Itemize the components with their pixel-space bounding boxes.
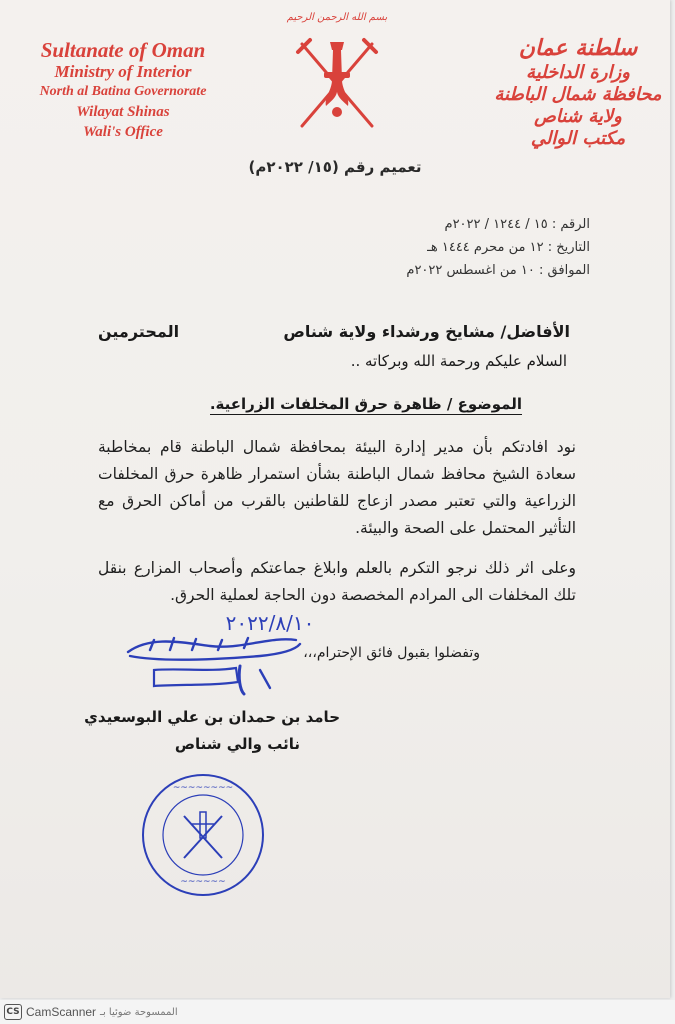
oman-khanjar-emblem-icon — [294, 32, 380, 132]
svg-text:~~~~~~~~: ~~~~~~~~ — [172, 783, 234, 793]
signatory-title: نائب والي شناص — [174, 735, 300, 753]
emblem-block — [282, 12, 392, 132]
scanner-footer — [0, 1000, 675, 1024]
letterhead-line: وزارة الداخلية — [526, 62, 630, 83]
letterhead-line: ولاية شناص — [534, 106, 622, 127]
reference-block — [406, 213, 590, 282]
date-hijri: التاريخ : ١٢ من محرم ١٤٤٤ هـ — [427, 240, 590, 255]
svg-text:~~~~~~: ~~~~~~ — [180, 877, 226, 887]
body-paragraph: وعلى اثر ذلك نرجو التكرم بالعلم وابلاغ جماعتكم وأصحاب المزارع بنقل تلك المخلفات الى المرادم المخصصة دون الحاجة لعملية الحرق. — [98, 559, 576, 604]
letterhead-line: Wali's Office — [83, 124, 163, 140]
greeting: السلام عليكم ورحمة الله وبركاته .. — [350, 352, 567, 370]
addressee-honorific: المحترمين — [98, 322, 180, 341]
closing-line: وتفضلوا بقبول فائق الإحترام،،، — [303, 645, 480, 661]
date-gregorian: الموافق : ١٠ من اغسطس ٢٠٢٢م — [406, 263, 590, 278]
addressee-name: الأفاضل/ مشايخ ورشداء ولاية شناص — [283, 322, 570, 341]
reference-number: الرقم : ١٥ / ١٢٤٤ / ٢٠٢٢م — [444, 217, 590, 232]
signatory-name: حامد بن حمدان بن علي البوسعيدي — [84, 708, 340, 726]
letterhead-line: Sultanate of Oman — [40, 38, 206, 62]
letterhead-line: Wilayat Shinas — [76, 104, 170, 120]
letterhead-line: سلطنة عمان — [518, 35, 638, 61]
basmala: بسم الله الرحمن الرحيم — [286, 12, 388, 23]
english-letterhead — [18, 38, 228, 142]
subject-line: الموضوع / ظاهرة حرق المخلفات الزراعية. — [209, 395, 522, 413]
handwritten-date: ٢٠٢٢/٨/١٠ — [225, 611, 315, 635]
letterhead-line: محافظة شمال الباطنة — [494, 84, 662, 105]
body-paragraph: نود افادتكم بأن مدير إدارة البيئة بمحافظة شمال الباطنة قام بمخاطبة سعادة الشيخ محافظ شمال الباطنة بشأن استمرار ظاهرة حرق المخلفات الزراعية والتي تعتبر مصدر ازعاج للقاطنين بالقرب من أماكن الحرق مع التأثير المحتمل على الصحة والبيئة. — [98, 438, 576, 537]
camscanner-caption: الممسوحة ضوئيا بـ — [100, 1006, 178, 1018]
camscanner-app-name: CamScanner — [26, 1005, 97, 1019]
letterhead-line: مكتب الوالي — [530, 128, 626, 149]
letterhead-line: North al Batina Governorate — [39, 84, 207, 99]
letterhead-line: Ministry of Interior — [54, 62, 192, 81]
arabic-letterhead — [488, 34, 668, 150]
handwritten-signature — [120, 606, 320, 698]
camscanner-logo-icon: CS — [4, 1004, 22, 1020]
official-stamp — [140, 772, 266, 898]
circular-title: تعميم رقم (١٥/ ٢٠٢٢م) — [248, 158, 422, 176]
